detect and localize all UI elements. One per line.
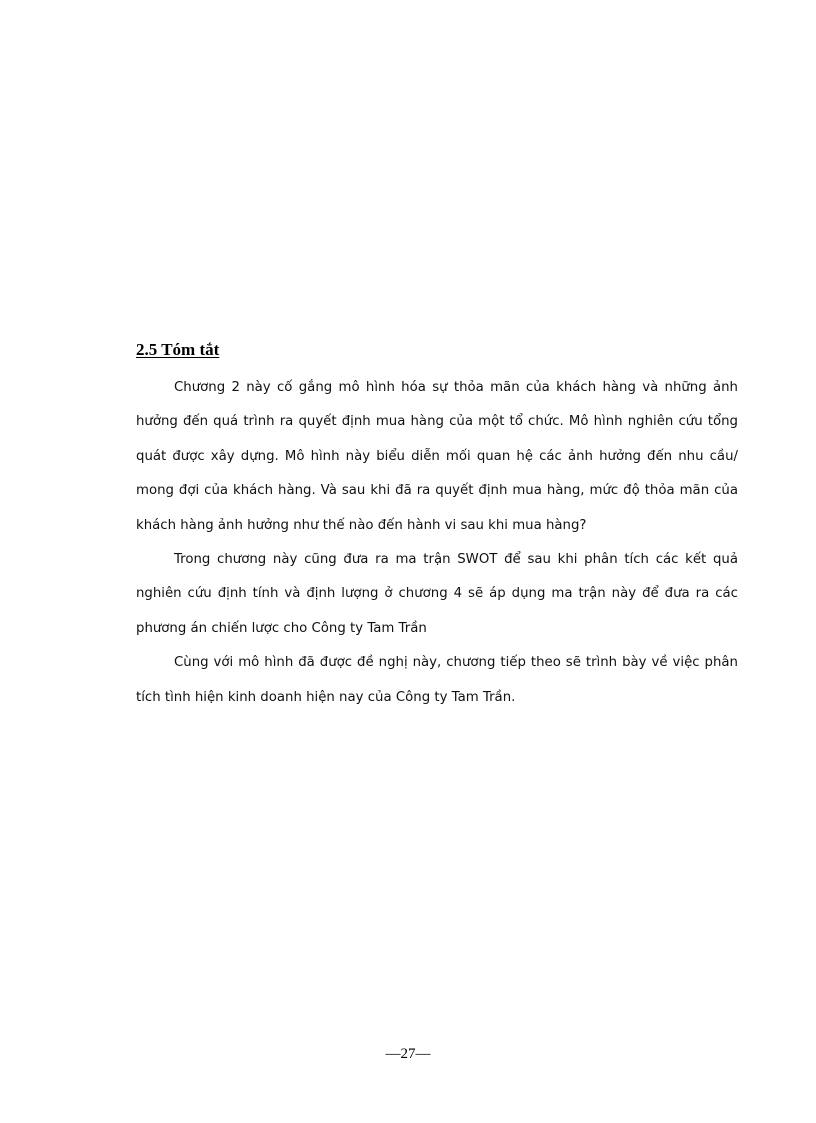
section-body — [136, 371, 738, 715]
paragraph-1: Chương 2 này cố gắng mô hình hóa sự thỏa mãn của khách hàng và những ảnh hưởng đến quá trình ra quyết định mua hàng của một tổ chức. Mô hình nghiên cứu tổng quát được xây dựng. Mô hình này biểu diễn mối quan hệ các ảnh hưởng đến nhu cầu/ mong đợi của khách hàng. Và sau khi đã ra quyết định mua hàng, mức độ thỏa mãn của khách hàng ảnh hưởng như thế nào đến hành vi sau khi mua hàng? — [136, 380, 738, 533]
paragraph-2: Trong chương này cũng đưa ra ma trận SWOT để sau khi phân tích các kết quả nghiên cứu định tính và định lượng ở chương 4 sẽ áp dụng ma trận này để đưa ra các phương án chiến lược cho Công ty Tam Trần — [136, 552, 738, 636]
section-heading: 2.5 Tóm tắt — [136, 340, 220, 359]
page-number: —27— — [385, 1046, 431, 1062]
paragraph-3: Cùng với mô hình đã được đề nghị này, chương tiếp theo sẽ trình bày về việc phân tích tình hiện kinh doanh hiện nay của Công ty Tam Trần. — [136, 655, 738, 705]
